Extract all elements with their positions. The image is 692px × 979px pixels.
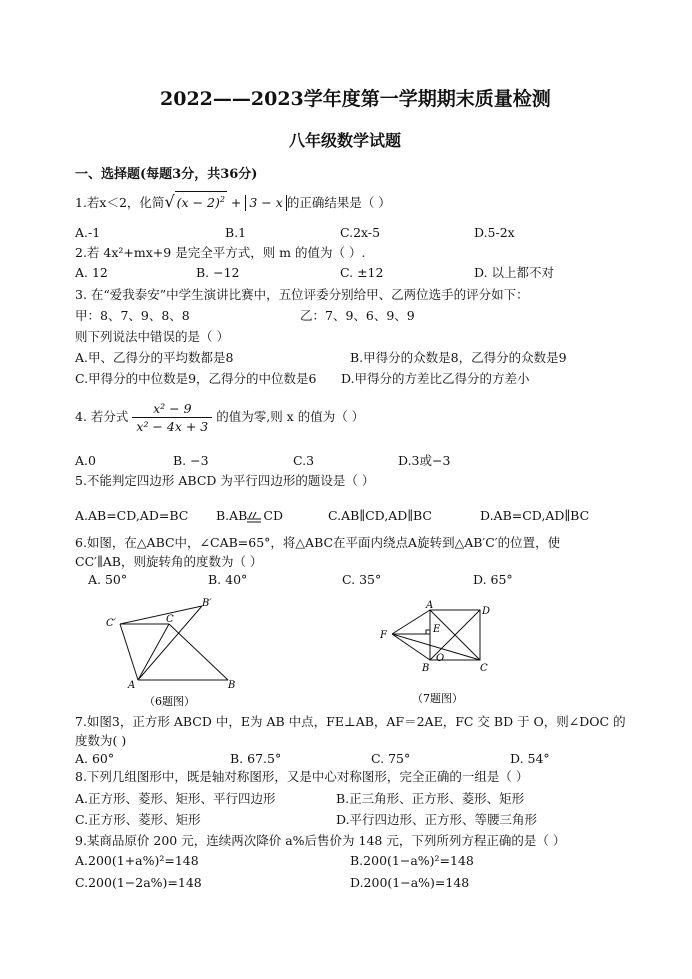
figure-7 [372,598,496,710]
question-6-stem-line2: CC′∥AB，则旋转角的度数为（ ） [75,554,263,569]
exam-title: 2022——2023学年度第一学期期末质量检测 [160,88,551,110]
q9-option-c: C.200(1−2a%)=148 [75,875,202,890]
question-8-stem: 8.下列几组图形中，既是轴对称图形，又是中心对称图形，完全正确的一组是（ ） [75,769,529,784]
fig6-edge-a-c [138,624,169,680]
q2-option-b: B. −12 [196,265,240,280]
q2-option-a: A. 12 [75,265,108,280]
exam-subtitle: 八年级数学试题 [289,131,402,150]
q9-option-a: A.200(1+a%)²=148 [75,853,199,868]
q2-option-c: C. ±12 [340,265,384,280]
q3-option-d: D.甲得分的方差比乙得分的方差小 [341,371,530,386]
fig7-edge-f-b [392,634,430,660]
q7-option-a: A. 60° [75,751,115,766]
fig6-edge-c1-b1 [120,606,202,624]
parallel-equal-symbol [247,511,263,523]
fig7-right-angle-mark [426,630,430,634]
q9-option-d: D.200(1−a%)=148 [350,875,470,890]
q4-denominator: x² − 4x + 3 [136,419,209,434]
q9-option-b: B.200(1−a%)²=148 [350,853,474,868]
fig6-label-b1: B′ [202,598,212,609]
q4-numerator: x² − 9 [132,400,212,418]
section-heading: 一、选择题(每题3分，共36分) [75,167,258,182]
q4-option-a: A.0 [75,453,96,468]
q3-option-b: B.甲得分的众数是8，乙得分的众数是9 [350,350,567,365]
q6-option-c: C. 35° [342,572,382,587]
q7-option-b: B. 67.5° [230,751,282,766]
q1-prefix: 1.若x＜2，化简 [75,195,165,211]
q6-option-d: D. 65° [473,572,513,587]
q1-option-a: A.-1 [75,225,101,240]
fig6-label-a: A [128,680,136,691]
fig7-label-f: F [380,630,387,641]
fig7-label-b: B [422,663,430,674]
q1-suffix: 的正确结果是（ ） [286,195,391,211]
fig6-label-b: B [228,680,236,691]
q2-option-d: D. 以上都不对 [474,265,555,280]
q3-question: 则下列说法中错误的是（ ） [75,329,229,344]
q5-option-a: A.AB=CD,AD=BC [75,508,189,523]
fig7-label-c: C [480,663,488,674]
figure-6 [100,594,250,710]
fig6-edge-c-b [169,624,228,680]
q8-option-d: D.平行四边形、正方形、等腰三角形 [336,812,538,827]
question-3-stem: 3. 在“爱我泰安”中学生演讲比赛中，五位评委分别给甲、乙两位选手的评分如下： [75,287,529,302]
fig7-label-d: D [482,606,491,617]
q4-fraction [132,400,212,435]
q1-option-d: D.5-2x [474,225,515,240]
q5-option-c: C.AB∥CD,AD∥BC [328,508,432,523]
q8-option-b: B.正三角形、正方形、菱形、矩形 [336,791,525,806]
q3-yi-scores: 乙：7、9、6、9、9 [300,308,415,323]
q4-option-d: D.3或−3 [398,453,451,468]
q4-option-c: C.3 [293,453,315,468]
q1-option-c: C.2x-5 [340,225,381,240]
fig7-label-e: E [433,624,441,635]
q3-option-a: A.甲、乙得分的平均数都是8 [75,350,234,365]
q7-option-c: C. 75° [371,751,411,766]
q6-option-b: B. 40° [208,572,248,587]
question-5-stem: 5.不能判定四边形 ABCD 为平行四边形的题设是（ ） [75,473,375,488]
q8-option-c: C.正方形、菱形、矩形 [75,812,201,827]
q1-sqrt: $(x - 2)^2$ [175,191,227,211]
fig7-caption: （7题图） [412,692,463,705]
q1-abs: 3 − x [245,195,286,211]
q1-plus: + [230,195,242,211]
fig6-edge-c1-a [120,624,138,680]
q1-option-b: B.1 [225,225,247,240]
question-1-stem: 1.若x＜2，化简√ $(x - 2)^2 + 3 - x$ 的正确结果是（ ） [75,192,391,212]
question-2-stem: 2.若 4x²+mx+9 是完全平方式，则 m 的值为（ ）. [75,245,366,260]
fig7-label-a: A [426,600,434,611]
q8-option-a: A.正方形、菱形、矩形、平行四边形 [75,791,276,806]
question-6-stem-line1: 6.如图，在△ABC中，∠CAB=65°，将△ABC在平面内绕点A旋转到△AB′C′的位置，使 [75,535,561,550]
fig7-edge-f-a [392,610,430,634]
question-7-stem-line2: 度数为( ) [75,733,127,748]
q7-option-d: D. 54° [510,751,550,766]
question-4-stem [75,399,364,435]
fig7-label-o: O [436,653,445,664]
question-9-stem: 9.某商品原价 200 元，连续两次降价 a%后售价为 148 元，下列所列方程正确的是（ ） [75,833,566,848]
fig6-caption: （6题图） [144,695,195,708]
q5-option-b: B.AB CD [216,508,283,523]
fig6-label-c: C [166,614,174,625]
q3-jia-scores: 甲：8、7、9、8、8 [75,308,190,323]
q4-suffix: 的值为零,则 x 的值为（ ） [216,409,365,424]
q4-prefix: 4. 若分式 [75,409,129,424]
question-7-stem-line1: 7.如图3，正方形 ABCD 中，E为 AB 中点，FE⊥AB，AF＝2AE，FC 交 BD 于 O，则∠DOC 的 [75,714,626,729]
q6-option-a: A. 50° [88,572,128,587]
q5-option-d: D.AB=CD,AD∥BC [480,508,590,523]
fig6-label-c1: C′ [106,618,116,629]
q3-option-c: C.甲得分的中位数是9，乙得分的中位数是6 [75,371,317,386]
q4-option-b: B. −3 [173,453,209,468]
